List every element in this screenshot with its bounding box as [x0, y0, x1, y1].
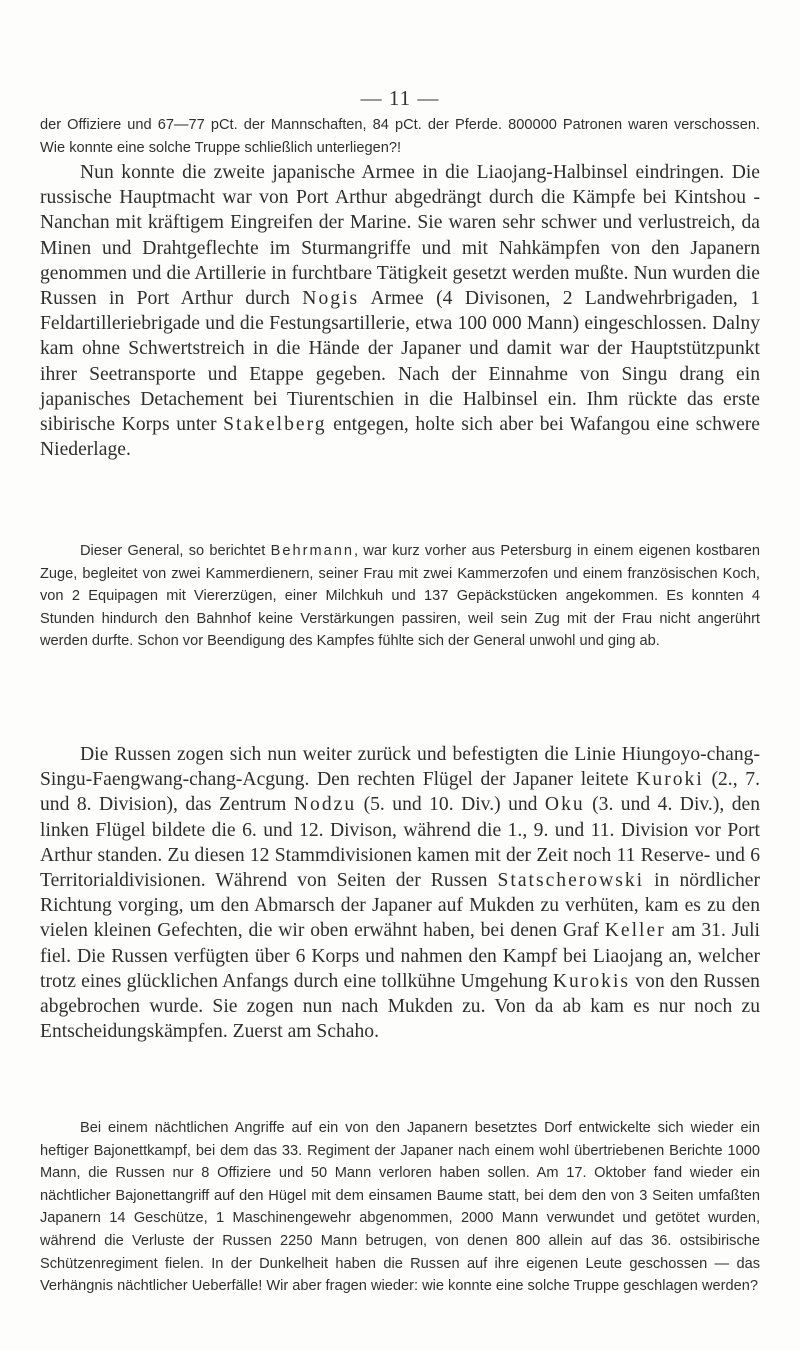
person-name-oku: Oku: [544, 794, 585, 816]
paragraph-text: (5. und 10. Div.) und: [356, 794, 545, 816]
paragraph-text: (3. und 4. Div.), den linken Flügel bildete die 6. und 12. Divison, während die 1., 9. und 11. Division vor Port Arthur standen. Zu diesen 12 Stammdivisionen kamen mit der Zeit noch 11 Reserve- und 6 Territorialdivisionen. Während von Seiten der Russen: [40, 794, 760, 892]
paragraph-night-attack: [40, 1117, 760, 1298]
paragraph-text: von den Russen abgebrochen wurde. Sie zogen nun nach Mukden zu. Von da ab kam es nur noch zu Entscheidungskämpfen. Zuerst am Schaho.: [40, 970, 760, 1043]
paragraph-general-anecdote: [40, 540, 760, 653]
person-name-statscherowski: Statscherowski: [497, 870, 645, 892]
paragraph-text: Die Russen zogen sich nun weiter zurück und befestigten die Linie Hiungoyo-chang-Singu-Faengwang-chang-Acgung. Den rechten Flügel der Japaner leitete: [40, 744, 760, 791]
paragraph-text: Dieser General, so berichtet: [80, 543, 271, 559]
paragraph-liaojang-invasion: [40, 160, 760, 462]
person-name-nogi: Nogis: [302, 288, 360, 310]
person-name-kurokis: Kurokis: [552, 970, 631, 992]
paragraph-text: Bei einem nächtlichen Angriffe auf ein von den Japanern besetztes Dorf entwickelte sich wieder ein heftiger Bajonettkampf, bei dem das 33. Regiment der Japaner nach einem wohl übertriebenen Berichte 1000 Mann, die Russen nur 8 Offiziere und 50 Mann verloren haben sollen. Am 17. Oktober fand wieder ein nächtlicher Bajonettangriff auf den Hügel mit dem einsamen Baume statt, bei dem den von 3 Seiten umfaßten Japanern 14 Geschütze, 1 Maschinengewehr abgenommen, 2000 Mann verwundet und getötet wurden, während die Verluste der Russen 2250 Mann betrugen, von denen 800 allein auf das 36. ostsibirische Schützenregiment fielen. In der Dunkelheit haben die Russen auf ihre eigenen Leute geschossen — das Verhängnis nächtlicher Ueberfälle! Wir aber fragen wieder: wie konnte eine solche Truppe geschlagen werden?: [40, 1120, 760, 1295]
paragraph-text: entgegen, holte sich aber bei Wafangou eine schwere Niederlage.: [40, 414, 760, 461]
person-name-keller: Keller: [604, 920, 666, 942]
person-name-kuroki: Kuroki: [636, 769, 704, 791]
person-name-behrmann: Behrmann: [270, 543, 354, 559]
paragraph-text: in nördlicher Richtung vorging, um den Abmarsch der Japaner auf Mukden zu verhüten, kam es zu den vielen kleinen Gefechten, die wir oben erwähnt haben, bei denen Graf: [40, 870, 761, 942]
paragraph-text: Armee (4 Divisonen, 2 Landwehrbrigaden, 1 Feldartilleriebrigade und die Festungsartillerie, etwa 100 000 Mann) eingeschlossen. Dalny kam ohne Schwertstreich in die Hände der Japaner und damit war der Hauptstützpunkt ihrer Seetransporte und Etappe gegeben. Nach der Einnahme von Singu drang ein japanisches Detachement bei Tiurentschien in die Halbinsel ein. Ihm rückte das erste sibirische Korps unter: [40, 288, 760, 436]
paragraph-text: , war kurz vorher aus Petersburg in einem eigenen kostbaren Zuge, begleitet von zwei Kammerdienern, seiner Frau mit zwei Kammerzofen und einem französischen Koch, von 2 Equipagen mit Viererzügen, einer Milchkuh und 137 Gepäckstücken angekommen. Es konnten 4 Stunden hindurch den Bahnhof keine Verstärkungen passiren, weil sein Zug mit der Frau nicht angerührt werden durfte. Schon vor Beendigung des Kampfes fühlte sich der General unwohl und ging ab.: [40, 543, 760, 650]
person-name-stakelberg: Stakelberg: [223, 414, 327, 436]
paragraph-text: Nun konnte die zweite japanische Armee in die Liaojang-Halbinsel eindringen. Die russische Hauptmacht war von Port Arthur abgedrängt durch die Kämpfe bei Kintshou - Nanchan mit kräftigem Eingreifen der Marine. Sie waren sehr schwer und verlustreich, da Minen und Drahtgeflechte im Sturmangriffe und mit Nahkämpfen von den Japanern genommen und die Artillerie in furchtbare Tätigkeit gesetzt werden mußte. Nun wurden die Russen in Port Arthur durch: [40, 162, 760, 310]
page-number: — 11 —: [360, 86, 440, 110]
paragraph-text: am 31. Juli fiel. Die Russen verfügten über 6 Korps und nahmen den Kampf bei Liaojang an, welcher trotz eines glücklichen Anfangs durch eine tollkühne Umgehung: [40, 920, 761, 992]
paragraph-text: (2., 7. und 8. Division), das Zentrum: [40, 769, 760, 816]
paragraph-losses-note: [40, 114, 760, 159]
paragraph-text: der Offiziere und 67—77 pCt. der Mannschaften, 84 pCt. der Pferde. 800000 Patronen waren verschossen. Wie konnte eine solche Truppe schließlich unterliegen?!: [40, 117, 760, 156]
person-name-nodzu: Nodzu: [293, 794, 357, 816]
paragraph-russian-retreat: [40, 742, 760, 1044]
